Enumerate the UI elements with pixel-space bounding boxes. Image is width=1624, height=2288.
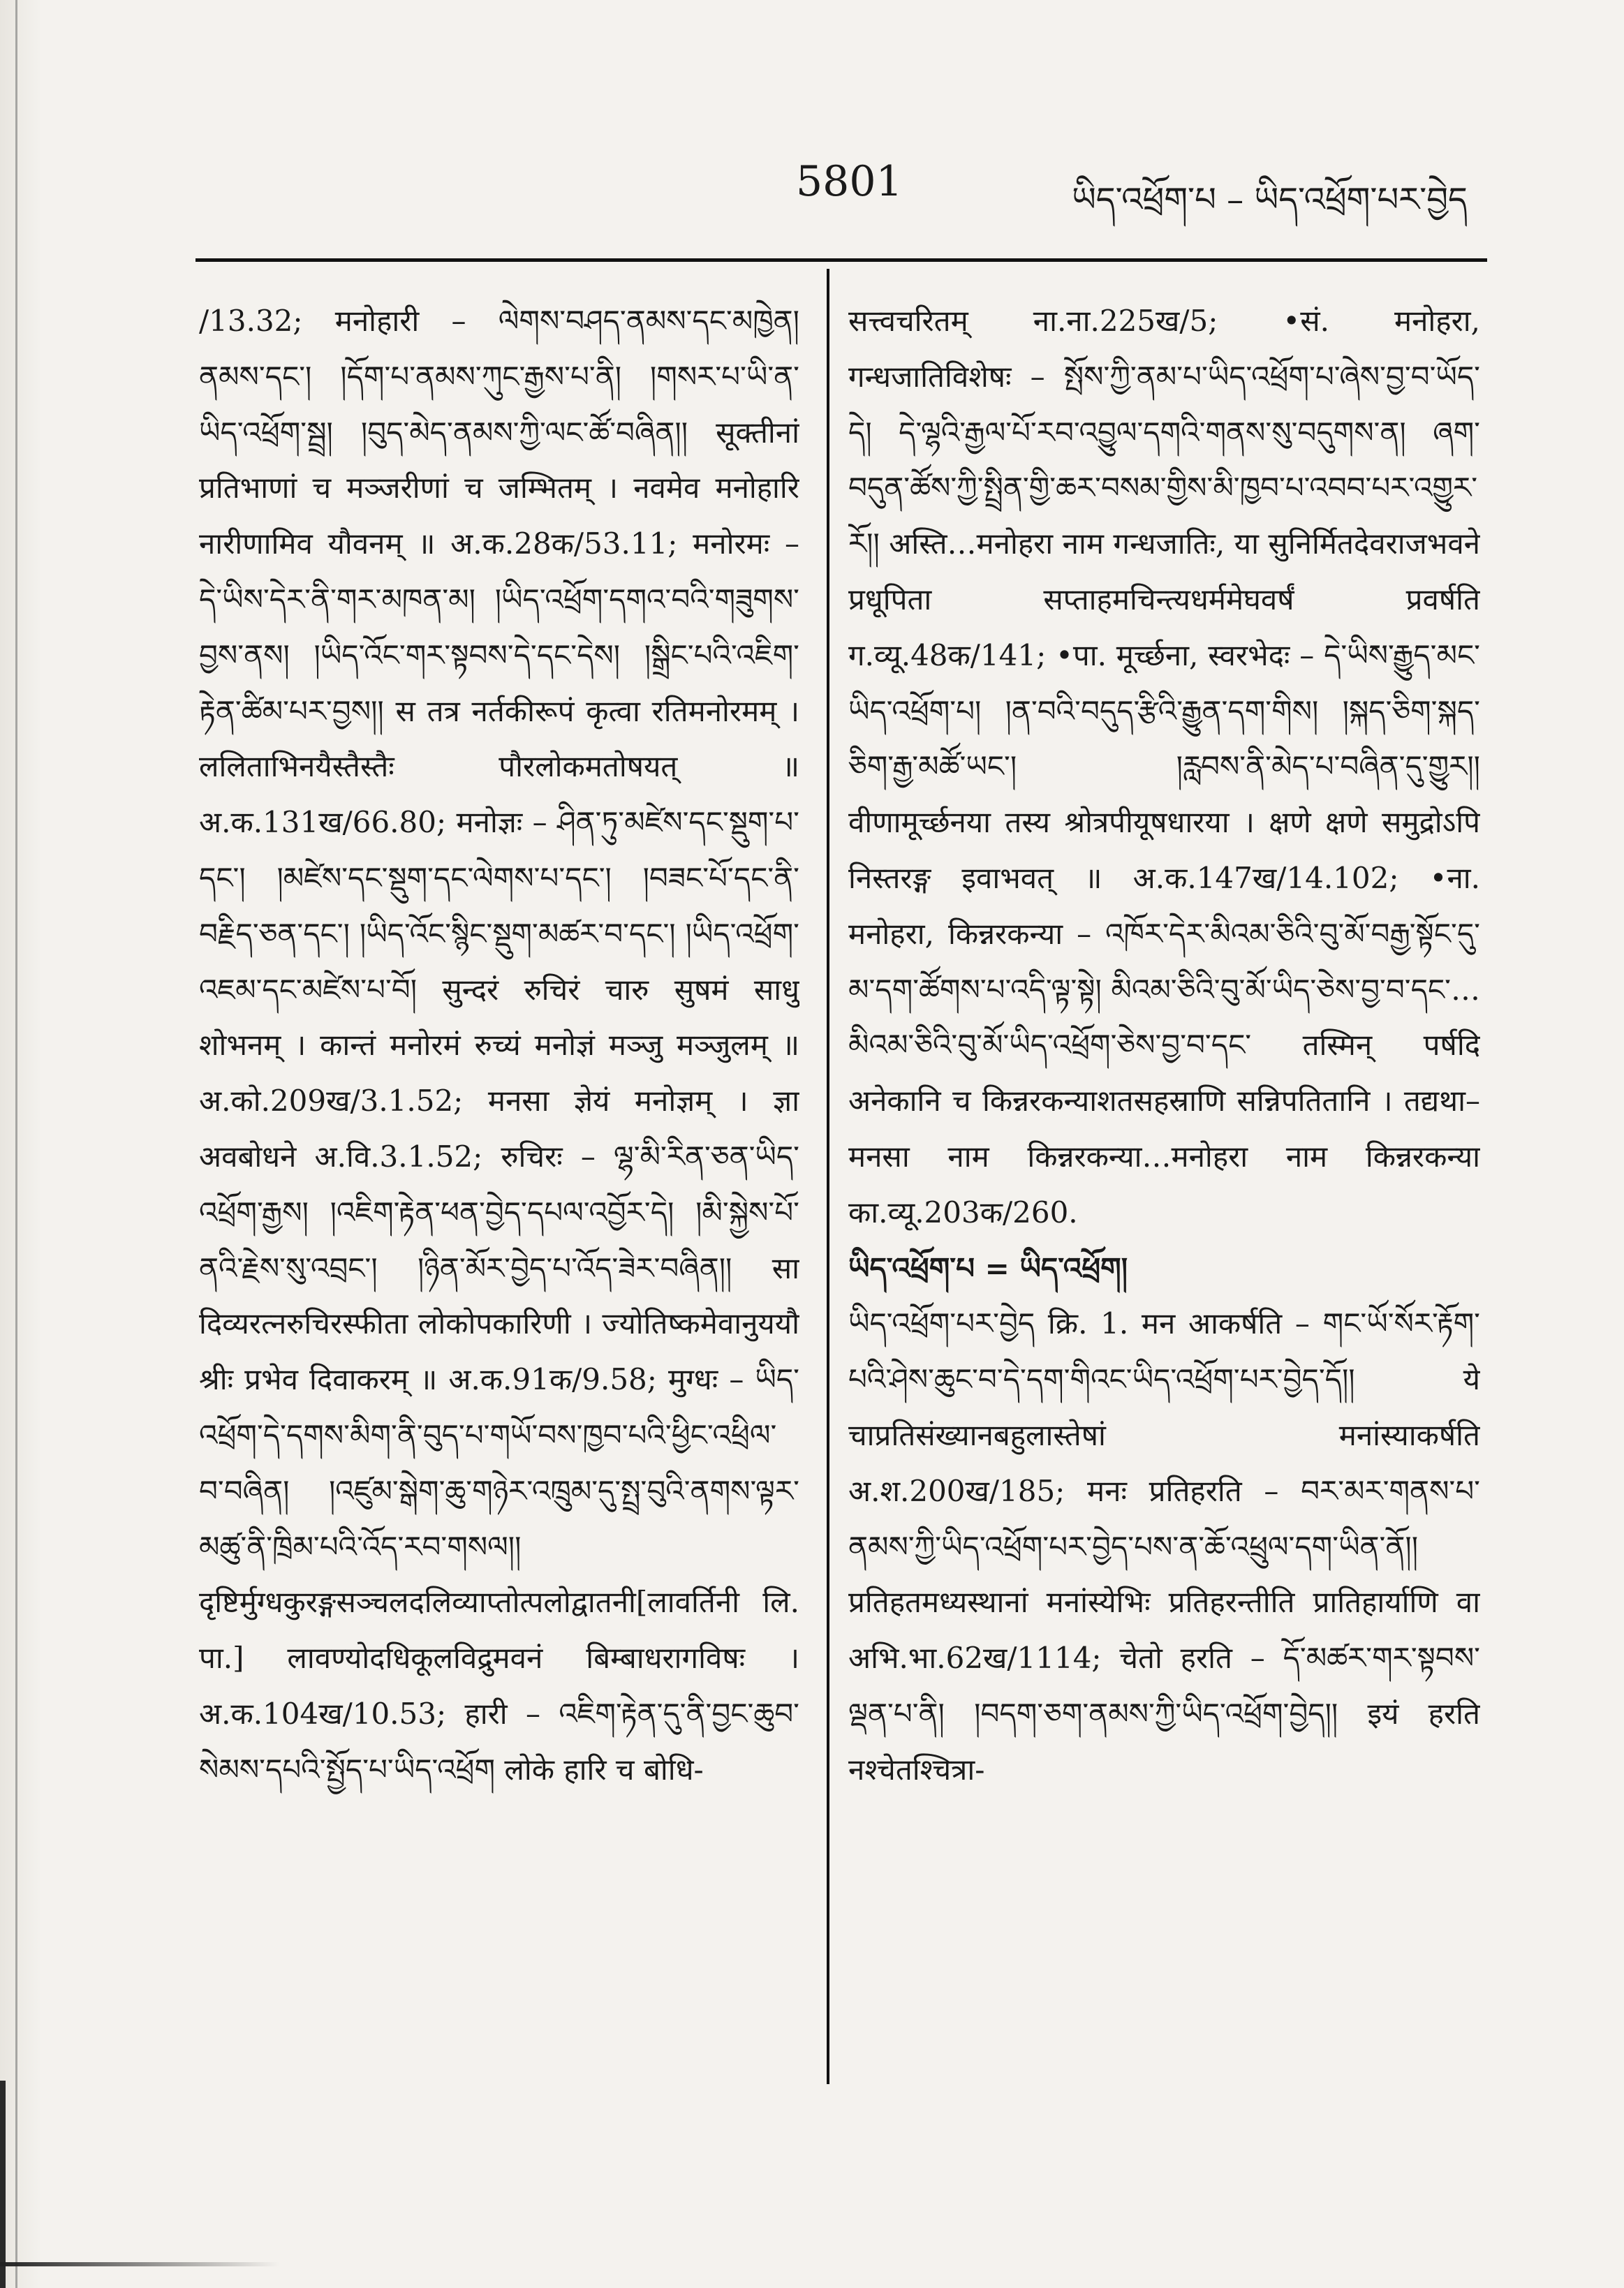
entry-yid-phrog-par-byed: ཡིད་འཕྲོག་པར་བྱེད क्रि. 1. मन आकर्षति – གང་ཡོ་སོར་རྟོག་པའི་ཤེས་ཆུང་བ་དེ་དག་གིའང་ཡིད་འཕྲོག་པར་བྱེད་དོ།། ये चाप्रतिसंख्यानबहुलास्तेषां मनांस्याकर्षति अ.श.200ख/185; मनः प्रतिहरति – བར་མར་གནས་པ་ནམས་ཀྱི་ཡིད་འཕྲོག་པར་བྱེད་པས་ན་ཆོ་འཕྲུལ་དག་ཡིན་ནོ།། प्रतिहतमध्यस्थानां मनांस्येभिः प्रतिहरन्तीति प्रातिहार्याणि वा अभि.भा.62ख/1114; चेतो हरति – དོ་མཚར་གར་སྟབས་ལྡན་པ་ནི། །བདག་ཅག་ནམས་ཀྱི་ཡིད་འཕྲོག་བྱེད།། इयं हरति नश्चेतश्चित्रा- [848, 1306, 1480, 1787]
right-column [848, 293, 1480, 2081]
running-head-words: ཡིད་འཕྲོག་པ – ཡིད་འཕྲོག་པར་བྱེད [1072, 180, 1468, 219]
column-divider [827, 269, 829, 2084]
binding-shadow [0, 2081, 6, 2288]
left-column [199, 293, 799, 2081]
left-column-text: /13.32; मनोहारी – ལེགས་བཤད་ནམས་དང་མཁྱེན། ནམས་དང་། །དོག་པ་ནམས་ཀུང་རྒྱས་པ་ནི། །གསར་པ་ཡི་ན་ཡིད་འཕྲོག་སྦྲ། །བུད་མེད་ནམས་ཀྱི་ལང་ཚོ་བཞིན།། सूक्तीनां प्रतिभाणां च मञ्जरीणां च जम्भितम् । नवमेव मनोहारि नारीणामिव यौवनम् ॥ अ.क.28क/53.11; मनोरमः – དེ་ཡིས་དེར་ནི་གར་མཁན་མ། །ཡིད་འཕྲོག་དགའ་བའི་གཟུགས་བྱས་ནས། །ཡིད་འོང་གར་སྟབས་དེ་དང་དེས། །སྒྲིང་པའི་འཇིག་རྟེན་ཚིམ་པར་བྱས།། स तत्र नर्तकीरूपं कृत्वा रतिमनोरमम् । ललिताभिनयैस्तैस्तैः पौरलोकमतोषयत् ॥ अ.क.131ख/66.80; मनोज्ञः – ཤིན་ཏུ་མཛེས་དང་སྡུག་པ་དང་། །མཛེས་དང་སྡུག་དང་ལེགས་པ་དང་། །བཟང་པོ་དང་ནི་བརྗིད་ཅན་དང་། །ཡིད་འོང་སྙིང་སྡུག་མཚར་བ་དང་། །ཡིད་འཕྲོག་འཇམ་དང་མཛེས་པ་བོ། सुन्दरं रुचिरं चारु सुषमं साधु शोभनम् । कान्तं मनोरमं रुच्यं मनोज्ञं मञ्जु मञ्जुलम् ॥ अ.को.209ख/3.1.52; मनसा ज्ञेयं मनोज्ञम् । ज्ञा अवबोधने अ.वि.3.1.52; रुचिरः – ལྷ་མི་རིན་ཅན་ཡིད་འཕྲོག་རྒྱས། །འཇིག་རྟེན་ཕན་བྱེད་དཔལ་འབྱོར་དེ། །མི་སྐྱེས་པོ་ནའི་རྗེས་སུ་འབྲང་། །ཉིན་མོར་བྱེད་པ་འོད་ཟེར་བཞིན།། सा दिव्यरत्नरुचिरस्फीता लोकोपकारिणी । ज्योतिष्कमेवानुययौ श्रीः प्रभेव दिवाकरम् ॥ अ.क.91क/9.58; मुग्धः – ཡིད་འཕྲོག་དེ་དགས་མིག་ནི་བུད་པ་གཡོ་བས་ཁྱབ་པའི་ཕྱིང་འཕྲིལ་བ་བཞིན། །འཛུམ་སྒེག་ཆུ་གཉེར་འཁྲུམ་དུ་སྤྲ་བུའི་ནགས་ལྟར་མཚུ་ནི་ཁྲིམ་པའི་འོད་རབ་གསལ།། दृष्टिर्मुग्धकुरङ्गसञ्चलदलिव्याप्तोत्पलोद्वातनी[लावर्तिनी लि. पा.] लावण्योदधिकूलविद्रुमवनं बिम्बाधरागविषः । अ.क.104ख/10.53; हारी – འཇིག་རྟེན་དུ་ནི་བྱང་ཆུབ་སེམས་དཔའི་སྤྱོད་པ་ཡིད་འཕྲོག लोके हारि च बोधि- [199, 304, 799, 1787]
binding-line [15, 0, 17, 2288]
entry-manohara: सत्त्वचरितम् ना.ना.225ख/5; •सं. मनोहरा, गन्धजातिविशेषः – སྤོས་ཀྱི་ནམ་པ་ཡིད་འཕྲོག་པ་ཞེས་བྱ་བ་ཡོད་དེ། དེ་ལྷའི་རྒྱལ་པོ་རབ་འབྱུལ་དགའི་གནས་སུ་བདུགས་ན། ཞག་བདུན་ཚོས་ཀྱི་སྤྲིན་གྱི་ཆར་བསམ་གྱིས་མི་ཁྱབ་པ་འབབ་པར་འགྱུར་རོ།། अस्ति…मनोहरा नाम गन्धजातिः, या सुनिर्मितदेवराजभवने प्रधूपिता सप्ताहमचिन्त्यधर्ममेघवर्षं प्रवर्षति ग.व्यू.48क/141; •पा. मूर्च्छना, स्वरभेदः – དེ་ཡིས་རྒྱུད་མང་ཡིད་འཕྲོག་པ། །ན་བའི་བདུད་རྩིའི་རྒྱུན་དག་གིས། །སྐད་ཅིག་སྐད་ཅིག་རྒྱ་མཚོ་ཡང་། །རླབས་ནི་མེད་པ་བཞིན་དུ་གྱུར།། वीणामूर्च्छनया तस्य श्रोत्रपीयूषधारया । क्षणे क्षणे समुद्रोऽपि निस्तरङ्ग इवाभवत् ॥ अ.क.147ख/14.102; •ना. मनोहरा, किन्नरकन्या – འཁོར་དེར་མིའམ་ཅིའི་བུ་མོ་བརྒྱ་སྟོང་དུ་མ་དག་ཚོགས་པ་འདི་ལྟ་སྟེ། མིའམ་ཅིའི་བུ་མོ་ཡིད་ཅེས་བྱ་བ་དང་…མིའམ་ཅིའི་བུ་མོ་ཡིད་འཕྲོག་ཅེས་བྱ་བ་དང་ तस्मिन् पर्षदि अनेकानि च किन्नरकन्याशतसहस्राणि सन्निपतितानि । तद्यथा–मनसा नाम किन्नरकन्या…मनोहरा नाम किन्नरकन्या का.व्यू.203क/260. [848, 304, 1480, 1230]
page-bottom-edge [0, 2262, 279, 2266]
entry-yid-phrog-pa: ཡིད་འཕྲོག་པ = ཡིད་འཕྲོག། [848, 1250, 1128, 1285]
page-number: 5801 [796, 157, 903, 206]
header-rule [195, 258, 1487, 262]
book-binding-edge [0, 0, 42, 2288]
